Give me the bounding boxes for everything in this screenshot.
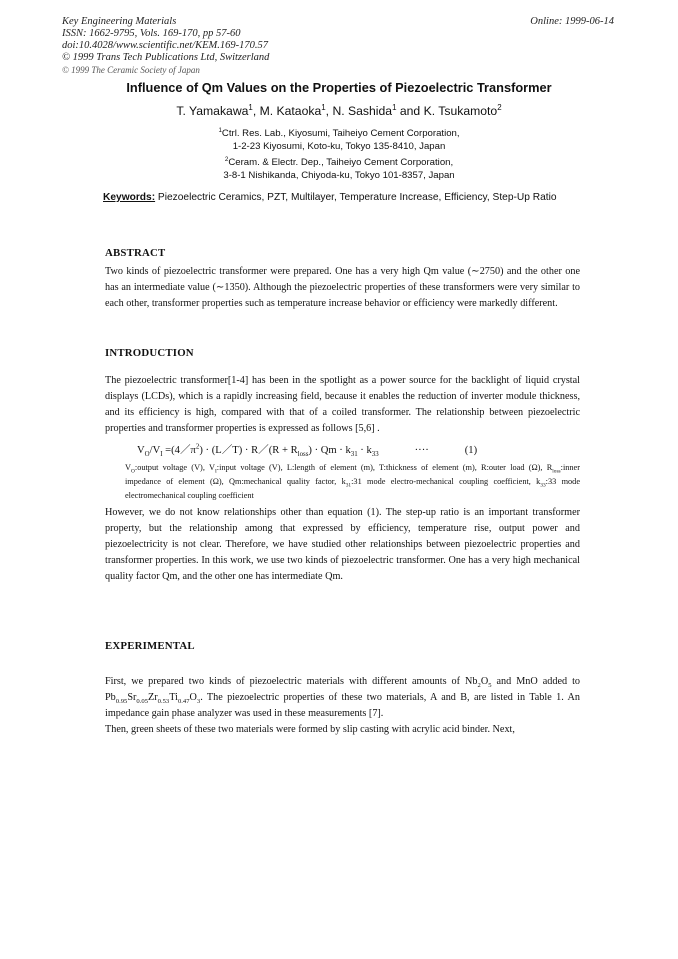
author-affiliation-mark: 1 bbox=[248, 102, 253, 112]
introduction-paragraph-2: However, we do not know relationships other than equation (1). The step-up ratio is an important transformer property, but the relationship among that expressed by efficiency, temperature rise, output power and piezoelectricity is not clear. Therefore, we have studied other relationships between piezoelectric properties and transformer properties. In this work, we use two kinds of piezoelectric transformer. One has a very high mechanical quality factor Qm, and the other one has intermediate Qm. bbox=[105, 507, 580, 582]
author-name: K. Tsukamoto bbox=[423, 104, 498, 118]
doi-line: doi:10.4028/www.scientific.net/KEM.169-170.57 bbox=[62, 40, 268, 51]
copyright-line: © 1999 Trans Tech Publications Ltd, Switzerland bbox=[62, 52, 270, 63]
introduction-heading: INTRODUCTION bbox=[105, 347, 194, 359]
affiliation-line: 1-2-23 Kiyosumi, Koto-ku, Tokyo 135-8410, Japan bbox=[232, 141, 446, 152]
affiliation-1 bbox=[0, 127, 678, 153]
online-date: Online: 1999-06-14 bbox=[530, 16, 614, 27]
author-affiliation-mark: 1 bbox=[392, 102, 397, 112]
paper-title: Influence of Qm Values on the Properties of Piezoelectric Transformer bbox=[126, 80, 552, 95]
copyright-line-2: © 1999 The Ceramic Society of Japan bbox=[62, 65, 200, 75]
author-list bbox=[0, 104, 678, 118]
author-name: N. Sashida bbox=[332, 104, 393, 118]
experimental-heading: EXPERIMENTAL bbox=[105, 640, 195, 652]
author-affiliation-mark: 2 bbox=[497, 102, 502, 112]
issn-line: ISSN: 1662-9795, Vols. 169-170, pp 57-60 bbox=[62, 28, 241, 39]
affiliation-line: 3-8-1 Nishikanda, Chiyoda-ku, Tokyo 101-8357, Japan bbox=[223, 170, 455, 181]
experimental-paragraph-2: Then, green sheets of these two materials were formed by slip casting with acrylic acid binder. Next, bbox=[105, 724, 515, 735]
abstract-section bbox=[105, 247, 580, 312]
affiliation-mark: 2 bbox=[224, 155, 229, 163]
author-affiliation-mark: 1 bbox=[321, 102, 326, 112]
equation-1: $V_O/V_I$ $=(4/\pi^2)$ · (L／T) · R／(R + $R_{loss}) \cdot Qm \cdot k_{31} \cdot k_{33}$ ···· (1) bbox=[137, 443, 478, 459]
author-separator: , bbox=[325, 104, 333, 118]
keywords-text: Piezoelectric Ceramics, PZT, Multilayer, Temperature Increase, Efficiency, Step-Up Ratio bbox=[155, 192, 557, 203]
author-conjunction: and bbox=[396, 104, 424, 118]
equation-number: (1) bbox=[464, 445, 478, 456]
introduction-paragraph-1: The piezoelectric transformer[1-4] has been in the spotlight as a power source for the backlight of liquid crystal displays (LCDs), which is a rapidly increasing field, because it enables the reduction of inverter module thickness, and its efficiency is high, compared with that of a coiled transformer. The relationship between piezoelectric properties and transformer properties is expressed as follows [5,6] . bbox=[105, 375, 580, 434]
author-name: M. Kataoka bbox=[259, 104, 322, 118]
keywords bbox=[103, 191, 578, 204]
affiliation-line: Ceram. & Electr. Dep., Taiheiyo Cement Corporation, bbox=[228, 157, 454, 168]
keywords-label: Keywords: bbox=[103, 192, 156, 203]
running-header bbox=[62, 16, 269, 76]
affiliation-mark: 1 bbox=[218, 126, 222, 134]
affiliation-2 bbox=[0, 156, 678, 182]
equation-dots: ···· bbox=[414, 445, 429, 456]
equation-legend: $V_O:output$ voltage (V), $V_I:input$ voltage (V), L:length of element (m), T:thickness of element (m), R:outer load (Ω), $R_{loss}:inner$ impedance of element (Ω), Qm:mechanical quality factor, $k_{31}:31$ mode electro-mechanical coupling coefficient, $k_{33}:33$ mode electromechanical coupling coefficient bbox=[125, 463, 580, 500]
affiliation-line: Ctrl. Res. Lab., Kiyosumi, Taiheiyo Cement Corporation, bbox=[221, 128, 460, 139]
author-separator: , bbox=[252, 104, 260, 118]
introduction-section bbox=[105, 347, 580, 585]
abstract-text: Two kinds of piezoelectric transformer were prepared. One has a very high Qm value (∼2750) and the other one has an intermediate value (∼1350). Although the piezoelectric properties of these transformers were very similar to each other, transformer properties such as temperature increase behavior or efficiency were markedly different. bbox=[105, 266, 580, 309]
journal-name: Key Engineering Materials bbox=[62, 16, 177, 27]
author-name: T. Yamakawa bbox=[176, 104, 249, 118]
experimental-paragraph-1: First, we prepared two kinds of piezoelectric materials with different amounts of $Nb_2O_5$ and MnO added to $Pb_{0.95}Sr_{0.05}Zr_{0.53}Ti_{0.47}O_3$. The piezoelectric properties of these two materials, A and B, are listed in Table 1. An impedance gain phase analyzer was used in these measurements [7]. bbox=[105, 676, 580, 719]
experimental-section bbox=[105, 640, 580, 738]
abstract-heading: ABSTRACT bbox=[105, 247, 166, 259]
